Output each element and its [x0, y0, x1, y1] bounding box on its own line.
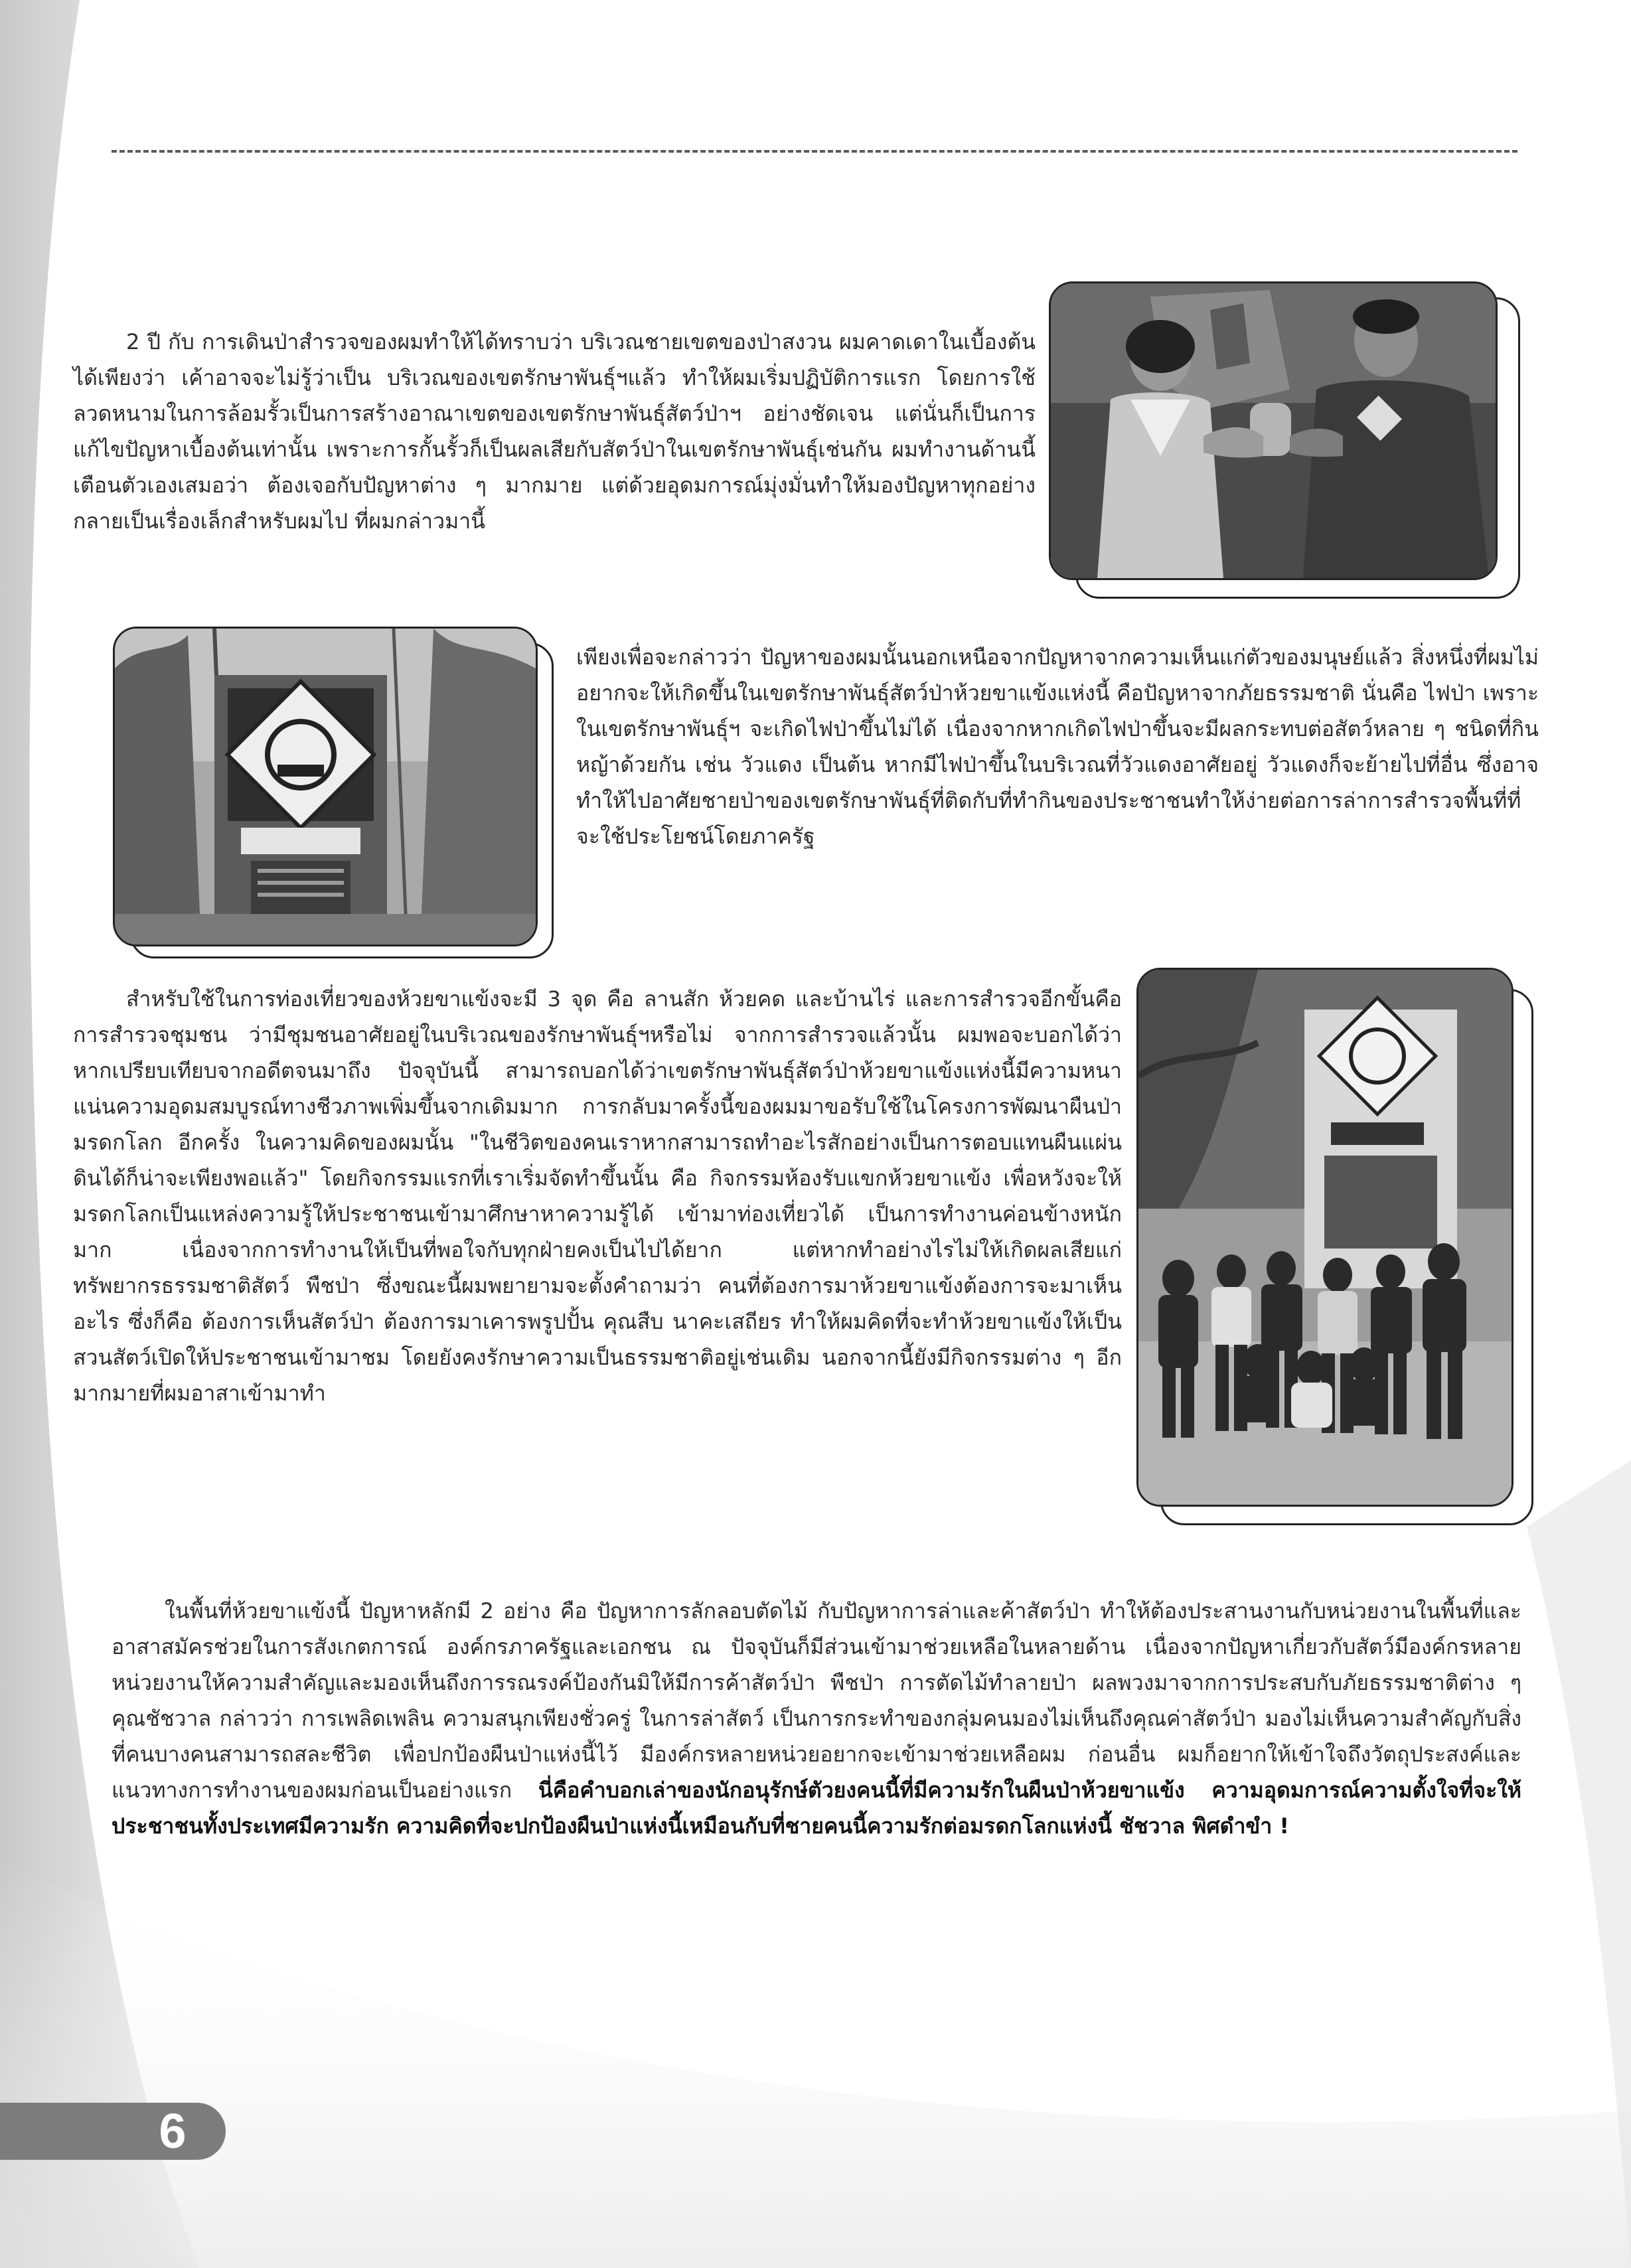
photo-2-unesco-sign [113, 627, 538, 946]
article-paragraph-1: 2 ปี กับ การเดินป่าสำรวจของผมทำให้ได้ทราบว่า บริเวณชายเขตของป่าสงวน ผมคาดเดาในเบื้องต้นได้เพียงว่า เค้าอาจจะไม่รู้ว่าเป็น บริเวณของเขตรักษาพันธุ์ฯแล้ว ทำให้ผมเริ่มปฏิบัติการแรก โดยการใช้ลวดหนามในการล้อมรั้วเป็นการสร้างอาณาเขตของเขตรักษาพันธุ์สัตว์ป่าฯ อย่างชัดเจน แต่นั่นก็เป็นการแก้ไขปัญหาเบื้องต้นเท่านั้น เพราะการกั้นรั้วก็เป็นผลเสียกับสัตว์ป่าในเขตรักษาพันธุ์เช่นกัน ผมทำงานด้านนี้เตือนตัวเองเสมอว่า ต้องเจอกับปัญหาต่าง ๆ มากมาย แต่ด้วยอุดมการณ์มุ่งมั่นทำให้มองปัญหาทุกอย่างกลายเป็นเรื่องเล็กสำหรับผมไป ที่ผมกล่าวมานี้ [73, 329, 1036, 534]
paragraph-4-bold-closing: นี่คือคำบอกเล่าของนักอนุรักษ์ตัวยงคนนี้ที่มีความรักในผืนป่าห้วยขาแข้ง ความอุดมการณ์ความตั้งใจที่จะให้ประชาชนทั้งประเทศมีความรัก ความคิดที่จะปกป้องผืนป่าแห่งนี้เหมือนกับที่ชายคนนี้ความรักต่อมรดกโลกแห่งนี้ ชัชวาล พิศดำขำ ! [112, 1777, 1522, 1839]
page-number: 6 [159, 2103, 187, 2158]
photo-1-two-people [1049, 281, 1498, 580]
article-paragraph-4 [112, 1593, 1521, 1844]
article-paragraph-2: เพียงเพื่อจะกล่าวว่า ปัญหาของผมนั้นนอกเหนือจากปัญหาจากความเห็นแก่ตัวของมนุษย์แล้ว สิ่งหนึ่งที่ผมไม่อยากจะให้เกิดขึ้นในเขตรักษาพันธุ์สัตว์ป่าห้วยขาแข้งแห่งนี้ คือปัญหาจากภัยธรรมชาติ นั่นคือ ไฟป่า เพราะในเขตรักษาพันธุ์ฯ จะเกิดไฟป่าขึ้นไม่ได้ เนื่องจากหากเกิดไฟป่าขึ้นจะมีผลกระทบต่อสัตว์หลาย ๆ ชนิดที่กินหญ้าด้วยกัน เช่น วัวแดง เป็นต้น หากมีไฟป่าขึ้นในบริเวณที่วัวแดงอาศัยอยู่ วัวแดงก็จะย้ายไปที่อื่น ซึ่งอาจทำให้ไปอาศัยชายป่าของเขตรักษาพันธุ์ที่ติดกับที่ทำกินของประชาชนทำให้ง่ายต่อการล่าการสำรวจพื้นที่ที่จะใช้ประโยชน์โดยภาครัฐ [576, 644, 1539, 849]
article-paragraph-3: สำหรับใช้ในการท่องเที่ยวของห้วยขาแข้งจะมี 3 จุด คือ ลานสัก ห้วยคด และบ้านไร่ และการสำรวจอีกขั้นคือการสำรวจชุมชน ว่ามีชุมชนอาศัยอยู่ในบริเวณของรักษาพันธุ์ฯหรือไม่ จากการสำรวจแล้วนั้น ผมพอจะบอกได้ว่า หากเปรียบเทียบจากอดีตจนมาถึง ปัจจุบันนี้ สามารถบอกได้ว่าเขตรักษาพันธุ์สัตว์ป่าห้วยขาแข้งแห่งนี้มีความหนาแน่นความอุดมสมบูรณ์ทางชีวภาพเพิ่มขึ้นจากเดิมมาก การกลับมาครั้งนี้ของผมมาขอรับใช้ในโครงการพัฒนาผืนป่ามรดกโลก อีกครั้ง ในความคิดของผมนั้น "ในชีวิตของคนเราหากสามารถทำอะไรสักอย่างเป็นการตอบแทนผืนแผ่นดินได้ก็น่าจะเพียงพอแล้ว" โดยกิจกรรมแรกที่เราเริ่มจัดทำขึ้นนั้น คือ กิจกรรมห้องรับแขกห้วยขาแข้ง เพื่อหวังจะให้มรดกโลกเป็นแหล่งความรู้ให้ประชาชนเข้ามาศึกษาหาความรู้ได้ เข้ามาท่องเที่ยวได้ เป็นการทำงานค่อนข้างหนักมาก เนื่องจากการทำงานให้เป็นที่พอใจกับทุกฝ่ายคงเป็นไปได้ยาก แต่หากทำอย่างไรไม่ให้เกิดผลเสียแก่ทรัพยากรธรรมชาติสัตว์ พืชป่า ซึ่งขณะนี้ผมพยายามจะตั้งคำถามว่า คนที่ต้องการมาห้วยขาแข้งต้องการจะมาเห็นอะไร ซึ่งก็คือ ต้องการเห็นสัตว์ป่า ต้องการมาเคารพรูปปั้น คุณสืบ นาคะเสถียร ทำให้ผมคิดที่จะทำห้วยขาแข้งให้เป็นสวนสัตว์เปิดให้ประชาชนเข้ามาชม โดยยังคงรักษาความเป็นธรรมชาติอยู่เช่นเดิม นอกจากนี้ยังมีกิจกรรมต่าง ๆ อีกมากมายที่ผมอาสาเข้ามาทำ [73, 986, 1122, 1406]
photo-3-group-at-sign [1136, 968, 1514, 1507]
dashed-divider [112, 150, 1517, 153]
paragraph-4-text: ในพื้นที่ห้วยขาแข้งนี้ ปัญหาหลักมี 2 อย่าง คือ ปัญหาการลักลอบตัดไม้ กับปัญหาการล่าและค้าสัตว์ป่า ทำให้ต้องประสานงานกับหน่วยงานในพื้นที่และอาสาสมัครช่วยในการสังเกตการณ์ องค์กรภาครัฐและเอกชน ณ ปัจจุบันก็มีส่วนเข้ามาช่วยเหลือในหลายด้าน เนื่องจากปัญหาเกี่ยวกับสัตว์มีองค์กรหลายหน่วยงานให้ความสำคัญและมองเห็นถึงการรณรงค์ป้องกันมิให้มีการค้าสัตว์ป่า พืชป่า การตัดไม้ทำลายป่า ผลพวงมาจากการประสบกับภัยธรรมชาติต่าง ๆ คุณชัชวาล กล่าวว่า การเพลิดเพลิน ความสนุกเพียงชั่วครู่ ในการล่าสัตว์ เป็นการกระทำของกลุ่มคนมองไม่เห็นถึงคุณค่าสัตว์ป่า มองไม่เห็นความสำคัญกับสิ่งที่คนบางคนสามารถสละชีวิต เพื่อปกป้องผืนป่าแห่งนี้ไว้ มีองค์กรหลายหน่วยอยากจะเข้ามาช่วยเหลือผม ก่อนอื่น ผมก็อยากให้เข้าใจถึงวัตถุประสงค์และแนวทางการทำงานของผมก่อนเป็นอย่างแรก [112, 1598, 1521, 1803]
